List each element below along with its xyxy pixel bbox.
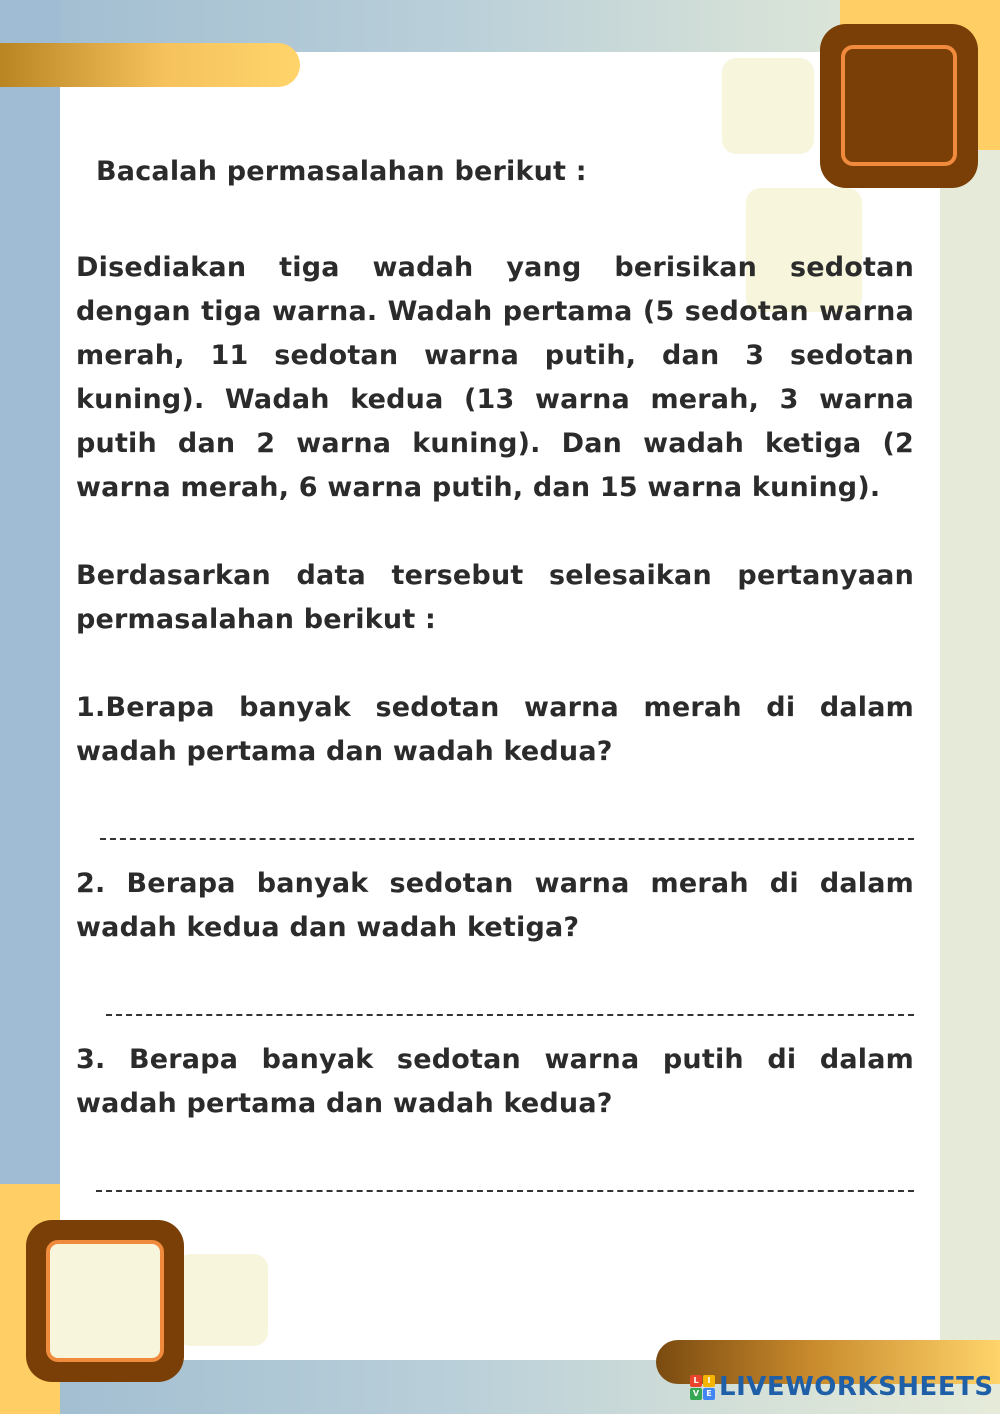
pale-square-bottom <box>176 1254 268 1346</box>
answer-line-3[interactable] <box>96 1190 914 1192</box>
problem-description: Disediakan tiga wadah yang berisikan sedotan dengan tiga warna. Wadah pertama (5 sedotan warna merah, 11 sedotan warna putih, dan 3 sedotan kuning). Wadah kedua (13 warna merah, 3 warna putih dan 2 warna kuning). Dan wadah ketiga (2 warna merah, 6 warna putih, dan 15 warna kuning). <box>76 252 914 503</box>
logo-letter-e: E <box>703 1388 715 1400</box>
brand-name: LIVEWORKSHEETS <box>719 1372 994 1402</box>
worksheet-heading: Bacalah permasalahan berikut : <box>96 156 587 187</box>
logo-letter-l: L <box>690 1375 702 1387</box>
right-border-band <box>940 150 1000 1350</box>
question-3: 3. Berapa banyak sedotan warna putih di dalam wadah pertama dan wadah kedua? <box>76 1044 914 1119</box>
liveworksheets-icon <box>690 1375 715 1400</box>
pale-square-top-1 <box>722 58 814 154</box>
question-2: 2. Berapa banyak sedotan warna merah di dalam wadah kedua dan wadah ketiga? <box>76 868 914 943</box>
instruction-text: Berdasarkan data tersebut selesaikan pertanyaan permasalahan berikut : <box>76 560 914 635</box>
logo-letter-v: V <box>690 1388 702 1400</box>
logo-letter-i: I <box>703 1375 715 1387</box>
dark-square-top-inner <box>841 45 957 166</box>
dark-square-bottom-inner <box>46 1240 164 1362</box>
liveworksheets-logo <box>690 1372 994 1402</box>
question-1: 1.Berapa banyak sedotan warna merah di dalam wadah pertama dan wadah kedua? <box>76 692 914 767</box>
top-gradient-bar <box>0 43 300 87</box>
worksheet-content <box>76 150 914 1192</box>
